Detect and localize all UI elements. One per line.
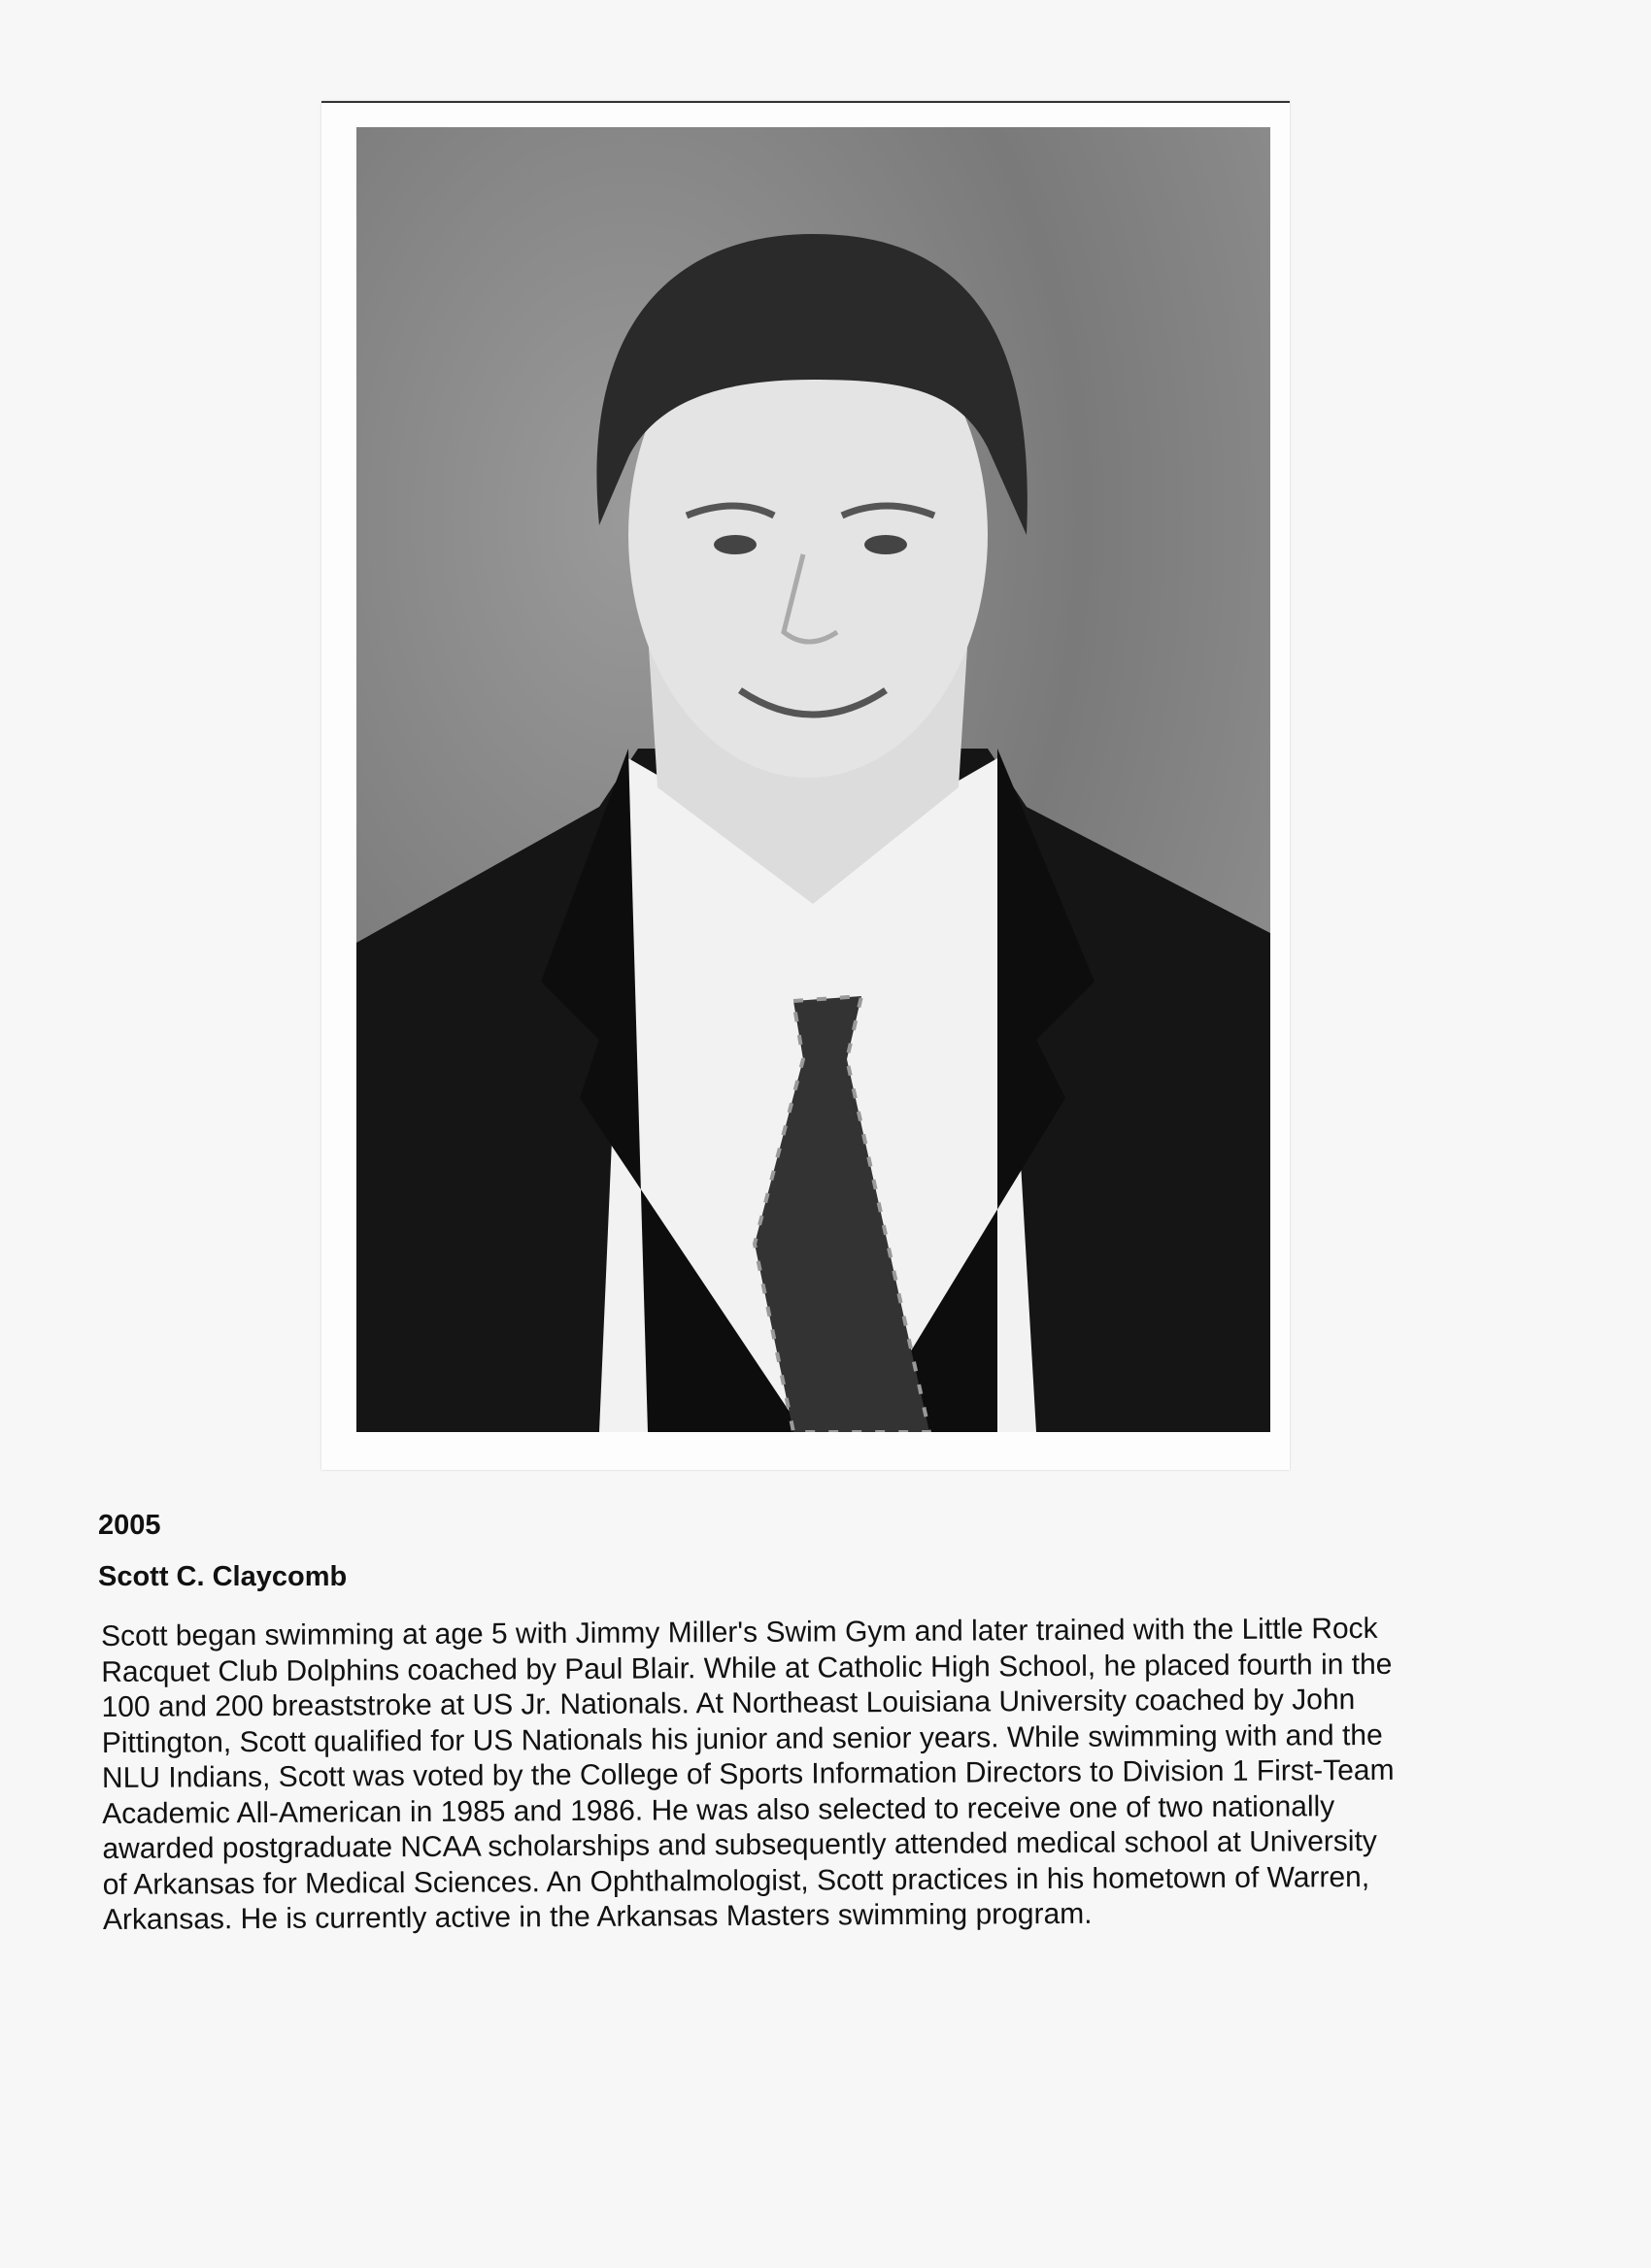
- biography: [101, 1612, 1396, 1939]
- bio-line: awarded postgraduate NCAA scholarships and subsequently attended medical school at University: [102, 1824, 1377, 1865]
- bio-line: Arkansas. He is currently active in the Arkansas Masters swimming program.: [102, 1897, 1093, 1936]
- bio-line: Scott began swimming at age 5 with Jimmy Miller's Swim Gym and later trained with the Little Rock: [101, 1612, 1378, 1652]
- bio-line: Racquet Club Dolphins coached by Paul Blair. While at Catholic High School, he placed fourth in the: [101, 1648, 1393, 1688]
- bio-line: 100 and 200 breaststroke at US Jr. Nationals. At Northeast Louisiana University coached by John: [101, 1684, 1356, 1723]
- inductee-name: Scott C. Claycomb: [98, 1561, 348, 1592]
- bio-line: Academic All-American in 1985 and 1986. He was also selected to receive one of two nationally: [102, 1789, 1335, 1830]
- bio-line: NLU Indians, Scott was voted by the College of Sports Information Directors to Division 1 First-Team: [101, 1753, 1395, 1794]
- portrait-photo: [356, 127, 1270, 1432]
- bio-line: Pittington, Scott qualified for US Nationals his junior and senior years. While swimming with and the: [101, 1718, 1383, 1759]
- bio-line: of Arkansas for Medical Sciences. An Ophthalmologist, Scott practices in his hometown of Warren,: [102, 1860, 1370, 1901]
- induction-year: 2005: [98, 1510, 161, 1541]
